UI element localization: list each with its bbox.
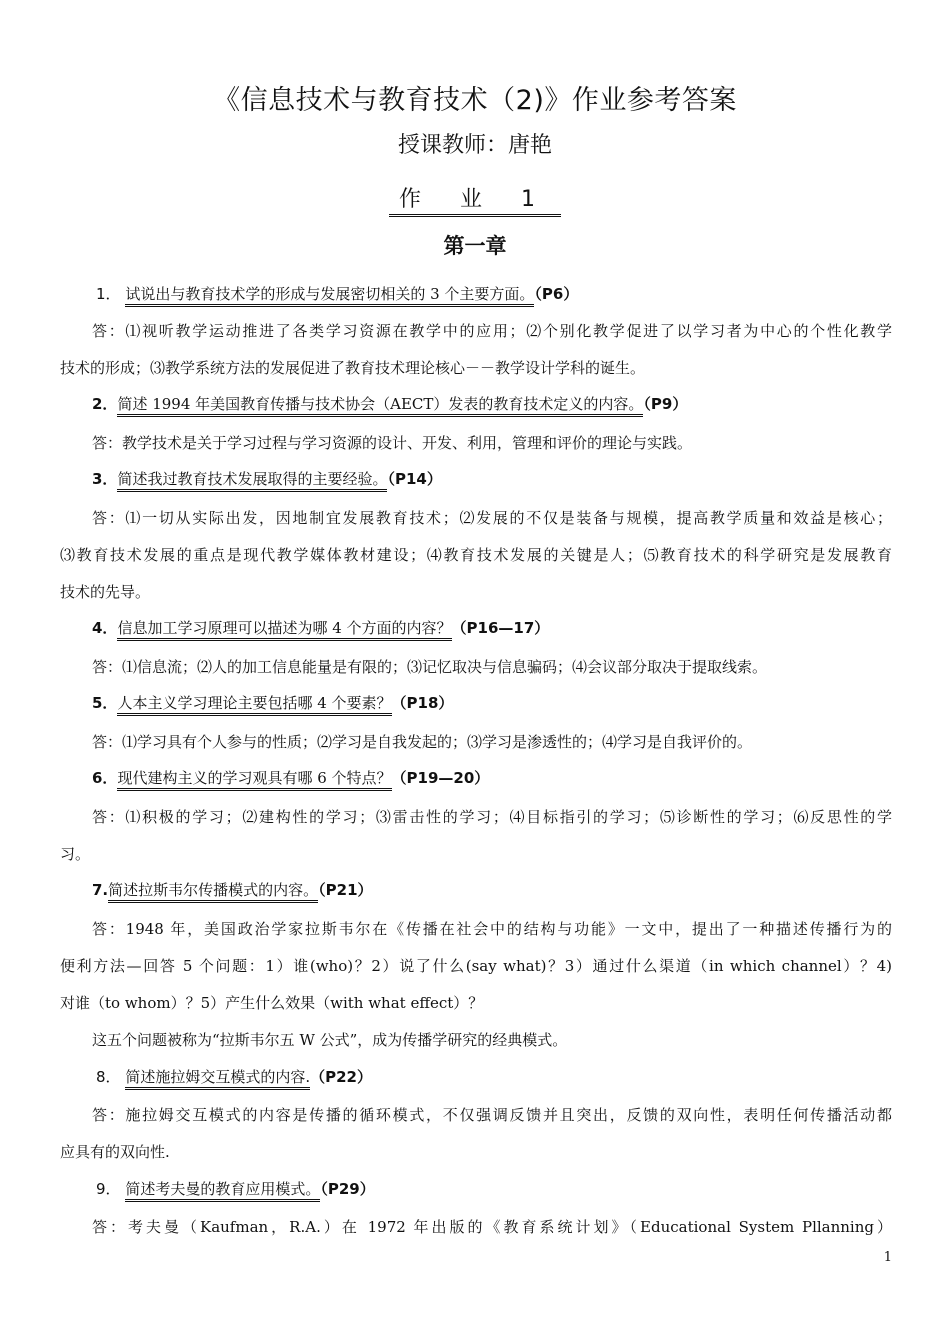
page-ref: （P29） <box>320 1180 375 1198</box>
teacher-line: 授课教师：唐艳 <box>397 133 552 158</box>
page-ref: （P21） <box>318 881 373 899</box>
page-ref: （P9） <box>643 395 688 413</box>
question-text: 人本主义学习理论主要包括哪 4 个要素？ <box>117 694 391 716</box>
question-8 <box>96 1066 928 1087</box>
question-text: 简述我过教育技术发展取得的主要经验。 <box>117 470 387 492</box>
question-number: 7. <box>92 881 109 899</box>
question-number: 2． <box>92 395 118 413</box>
question-text: 信息加工学习原理可以描述为哪 4 个方面的内容？ <box>117 619 451 641</box>
answer-line: 答：1948 年，美国政治学家拉斯韦尔在《传播在社会中的结构与功能》一文中，提出了一种描述传播行为的 <box>92 920 892 938</box>
page-ref: （P22） <box>310 1068 372 1086</box>
answer-line: 技术的先导。 <box>60 583 151 601</box>
question-9 <box>96 1178 928 1199</box>
question-5 <box>92 692 924 713</box>
page-number: 1 <box>883 1250 892 1265</box>
question-number: 5． <box>92 694 118 712</box>
question-number: 1． <box>96 285 121 303</box>
question-2 <box>92 393 924 414</box>
question-7 <box>92 879 924 900</box>
question-3 <box>92 468 924 489</box>
question-text: 简述拉斯韦尔传播模式的内容。 <box>108 881 318 903</box>
answer-line: 这五个问题被称为“拉斯韦尔五 W 公式”，成为传播学研究的经典模式。 <box>92 1031 568 1049</box>
question-text: 简述施拉姆交互模式的内容. <box>125 1068 310 1090</box>
answer-line: 对谁（to whom）？5）产生什么效果（with what effect）？ <box>60 994 484 1012</box>
question-number: 8． <box>96 1068 121 1086</box>
page-ref: （P14） <box>387 470 442 488</box>
answer-line: 答：⑴视听教学运动推进了各类学习资源在教学中的应用；⑵个别化教学促进了以学习者为中心的个性化教学 <box>92 322 892 340</box>
answer-line: 应具有的双向性. <box>60 1143 170 1161</box>
answer-line: 习。 <box>60 845 91 863</box>
page-ref: （P19—20） <box>391 769 490 787</box>
page-ref: （P18） <box>391 694 454 712</box>
answer-line: 答：⑴学习具有个人参与的性质；⑵学习是自我发起的；⑶学习是渗透性的；⑷学习是自我评价的。 <box>92 733 753 751</box>
answer-line: 答：⑴积极的学习；⑵建构性的学习；⑶雷击性的学习；⑷目标指引的学习；⑸诊断性的学习；⑹反思性的学 <box>92 808 892 826</box>
answer-line: 答：施拉姆交互模式的内容是传播的循环模式，不仅强调反馈并且突出，反馈的双向性，表明任何传播活动都 <box>92 1106 892 1124</box>
answer-line: 答：考夫曼（Kaufman，R.A.）在 1972 年出版的《教育系统计划》（Educational System Pllanning） <box>92 1218 892 1236</box>
answer-line: 技术的形成；⑶教学系统方法的发展促进了教育技术理论核心－－教学设计学科的诞生。 <box>60 359 646 377</box>
answer-line: 答：⑴一切从实际出发，因地制宜发展教育技术；⑵发展的不仅是装备与规模，提高教学质量和效益是核心； <box>92 509 892 527</box>
homework-heading <box>0 182 950 217</box>
question-number: 3． <box>92 470 118 488</box>
answer-line: 答：教学技术是关于学习过程与学习资源的设计、开发、利用，管理和评价的理论与实践。 <box>92 434 693 452</box>
question-text: 简述 1994 年美国教育传播与技术协会（AECT）发表的教育技术定义的内容。 <box>117 395 643 417</box>
answer-line: 答：⑴信息流；⑵人的加工信息能量是有限的；⑶记忆取决与信息骗码；⑷会议部分取决于提取线索。 <box>92 658 768 676</box>
page-ref: （P16—17） <box>451 619 550 637</box>
question-number: 4． <box>92 619 118 637</box>
chapter-heading: 第一章 <box>443 234 507 258</box>
page-ref: （P6） <box>534 285 579 303</box>
question-text: 试说出与教育技术学的形成与发展密切相关的 3 个主要方面。 <box>125 285 534 307</box>
answer-line: 便利方法—回答 5 个问题：1）谁(who)？2）说了什么(say what)？3）通过什么渠道（in which channel）？4) <box>60 957 892 975</box>
question-text: 简述考夫曼的教育应用模式。 <box>125 1180 320 1202</box>
question-4 <box>92 617 924 638</box>
question-number: 6． <box>92 769 118 787</box>
question-1 <box>96 283 928 304</box>
question-text: 现代建构主义的学习观具有哪 6 个特点？ <box>117 769 391 791</box>
homework-label: 作 业 1 <box>389 182 561 217</box>
document-title: 《信息技术与教育技术（2)》作业参考答案 <box>213 85 737 116</box>
question-number: 9． <box>96 1180 121 1198</box>
answer-line: ⑶教育技术发展的重点是现代教学媒体教材建设；⑷教育技术发展的关键是人；⑸教育技术的科学研究是发展教育 <box>60 546 892 564</box>
question-6 <box>92 767 924 788</box>
